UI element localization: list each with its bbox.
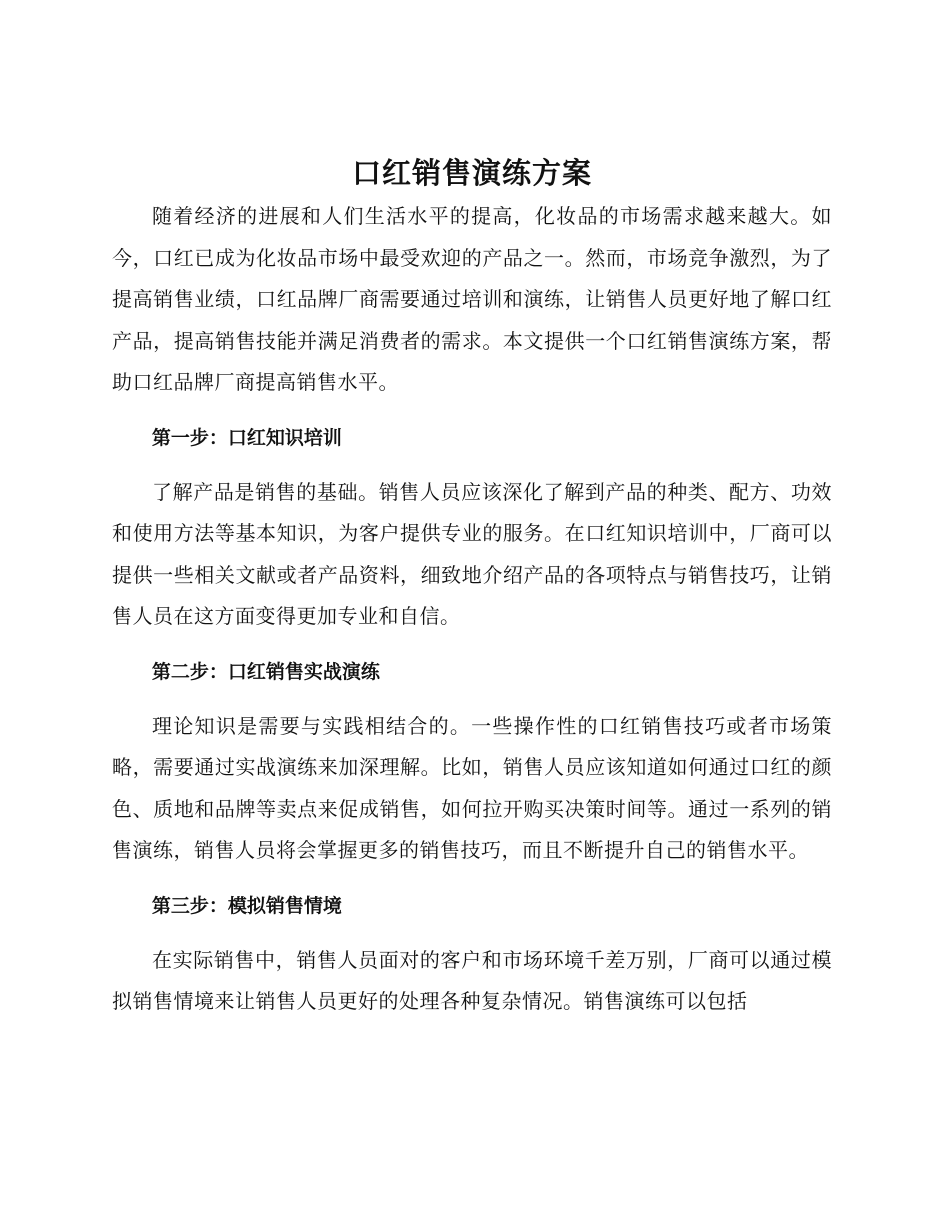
section-heading-step-1: 第一步：口红知识培训 <box>151 426 342 449</box>
document-body <box>112 150 832 1023</box>
document-title: 口红销售演练方案 <box>351 156 592 190</box>
intro-paragraph: 随着经济的进展和人们生活水平的提高，化妆品的市场需求越来越大。如今，口红已成为化妆品市场中最受欢迎的产品之一。然而，市场竞争激烈，为了提高销售业绩，口红品牌厂商需要通过培训和演练，让销售人员更好地了解口红产品，提高销售技能并满足消费者的需求。本文提供一个口红销售演练方案，帮助口红品牌厂商提高销售水平。 <box>112 204 832 394</box>
section-heading-step-3: 第三步：模拟销售情境 <box>151 894 342 917</box>
section-body-step-3: 在实际销售中，销售人员面对的客户和市场环境千差万别，厂商可以通过模拟销售情境来让销售人员更好的处理各种复杂情况。销售演练可以包括 <box>112 947 832 1013</box>
section-body-step-2: 理论知识是需要与实践相结合的。一些操作性的口红销售技巧或者市场策略，需要通过实战演练来加深理解。比如，销售人员应该知道如何通过口红的颜色、质地和品牌等卖点来促成销售，如何拉开购买决策时间等。通过一系列的销售演练，销售人员将会掌握更多的销售技巧，而且不断提升自己的销售水平。 <box>112 713 832 862</box>
section-body-step-1: 了解产品是销售的基础。销售人员应该深化了解到产品的种类、配方、功效和使用方法等基本知识，为客户提供专业的服务。在口红知识培训中，厂商可以提供一些相关文献或者产品资料，细致地介绍产品的各项特点与销售技巧，让销售人员在这方面变得更加专业和自信。 <box>112 479 832 628</box>
section-heading-step-2: 第二步：口红销售实战演练 <box>151 660 380 683</box>
